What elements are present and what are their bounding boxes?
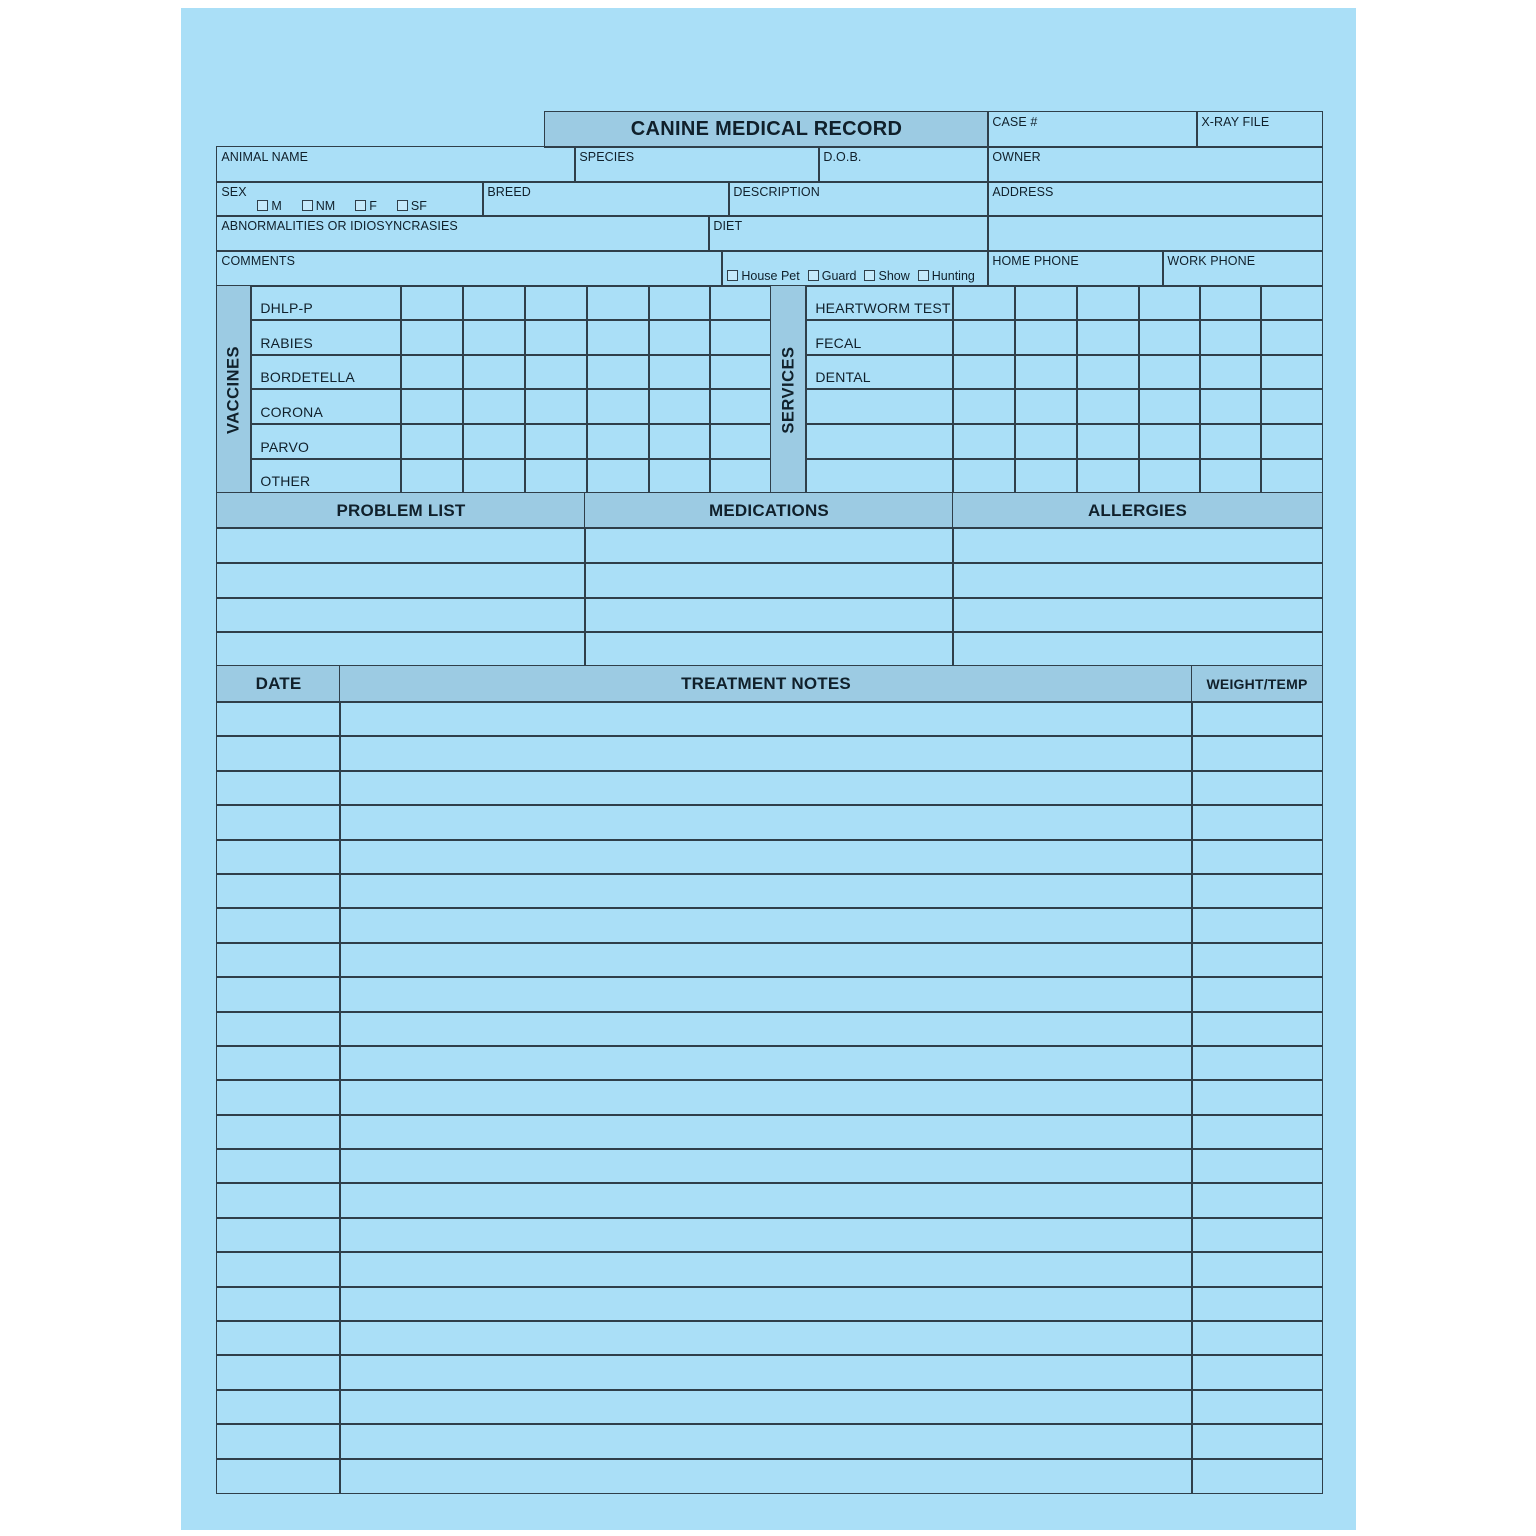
treatment-notes-header-label: TREATMENT NOTES bbox=[681, 674, 851, 693]
service-date-cell[interactable] bbox=[1076, 319, 1139, 355]
sex-option bbox=[302, 199, 335, 213]
vaccine-row-label-cell bbox=[250, 354, 401, 389]
owner-field[interactable] bbox=[987, 146, 1322, 182]
weight-temp-cell[interactable] bbox=[1191, 1148, 1322, 1183]
address-label: ADDRESS bbox=[992, 185, 1054, 200]
sex-option-label: NM bbox=[315, 198, 336, 213]
treatment-notes-cell[interactable] bbox=[339, 873, 1192, 908]
vaccine-name: PARVO bbox=[260, 438, 310, 455]
vaccine-date-cell[interactable] bbox=[524, 458, 587, 493]
service-date-cell[interactable] bbox=[1199, 388, 1261, 424]
treatment-notes-cell[interactable] bbox=[339, 770, 1192, 805]
vaccine-date-cell[interactable] bbox=[709, 458, 771, 493]
treatment-date-cell[interactable] bbox=[216, 1320, 340, 1355]
vaccine-date-cell[interactable] bbox=[400, 319, 463, 355]
vaccine-row-label-cell bbox=[250, 423, 401, 459]
treatment-notes-cell[interactable] bbox=[339, 1079, 1192, 1115]
vaccine-date-cell[interactable] bbox=[709, 354, 771, 389]
service-date-cell[interactable] bbox=[1138, 319, 1200, 355]
treatment-notes-cell[interactable] bbox=[339, 1148, 1192, 1183]
weight-temp-header-label: WEIGHT/TEMP bbox=[1206, 676, 1308, 692]
xray-file-field[interactable] bbox=[1196, 111, 1322, 147]
service-date-cell[interactable] bbox=[1076, 285, 1139, 320]
weight-temp-cell[interactable] bbox=[1191, 839, 1322, 874]
sex-checkbox[interactable] bbox=[302, 200, 313, 211]
vaccine-date-cell[interactable] bbox=[400, 458, 463, 493]
service-date-cell[interactable] bbox=[1199, 319, 1261, 355]
vaccine-row-label-cell bbox=[250, 319, 401, 355]
medications-header bbox=[584, 492, 953, 528]
treatment-notes-cell[interactable] bbox=[339, 1045, 1192, 1080]
service-date-cell[interactable] bbox=[1076, 354, 1139, 389]
treatment-notes-cell[interactable] bbox=[339, 735, 1192, 771]
sex-label: SEX bbox=[221, 185, 247, 200]
sex-option-label: F bbox=[369, 198, 377, 213]
vaccine-date-cell[interactable] bbox=[524, 285, 587, 320]
pet-use-checkbox[interactable] bbox=[918, 270, 929, 281]
vaccine-row-label-cell bbox=[250, 388, 401, 424]
weight-temp-cell[interactable] bbox=[1191, 1354, 1322, 1390]
service-date-cell[interactable] bbox=[1014, 354, 1077, 389]
vaccine-date-cell[interactable] bbox=[709, 388, 771, 424]
treatment-date-cell[interactable] bbox=[216, 1458, 340, 1493]
weight-temp-cell[interactable] bbox=[1191, 804, 1322, 840]
treatment-notes-cell[interactable] bbox=[339, 1423, 1192, 1459]
treatment-date-cell[interactable] bbox=[216, 804, 340, 840]
sex-option-label: SF bbox=[410, 198, 427, 213]
breed-field[interactable] bbox=[482, 181, 729, 216]
sex-checkbox[interactable] bbox=[355, 200, 366, 211]
weight-temp-cell[interactable] bbox=[1191, 1182, 1322, 1218]
sex-checkbox[interactable] bbox=[397, 200, 408, 211]
sex-option bbox=[397, 199, 427, 213]
treatment-date-cell[interactable] bbox=[216, 1182, 340, 1218]
treatment-notes-cell[interactable] bbox=[339, 976, 1192, 1012]
treatment-notes-cell[interactable] bbox=[339, 804, 1192, 840]
weight-temp-cell[interactable] bbox=[1191, 1320, 1322, 1355]
home-phone-label: HOME PHONE bbox=[992, 254, 1079, 269]
weight-temp-header bbox=[1191, 665, 1322, 702]
pet-use-option bbox=[864, 269, 909, 283]
treatment-notes-cell[interactable] bbox=[339, 839, 1192, 874]
weight-temp-cell[interactable] bbox=[1191, 1458, 1322, 1493]
treatment-notes-cell[interactable] bbox=[339, 942, 1192, 977]
weight-temp-cell[interactable] bbox=[1191, 770, 1322, 805]
service-date-cell[interactable] bbox=[1014, 319, 1077, 355]
vaccine-date-cell[interactable] bbox=[709, 319, 771, 355]
vaccine-date-cell[interactable] bbox=[586, 319, 649, 355]
work-phone-label: WORK PHONE bbox=[1167, 254, 1256, 269]
treatment-date-cell[interactable] bbox=[216, 1148, 340, 1183]
treatment-date-cell[interactable] bbox=[216, 1423, 340, 1459]
sex-checkbox[interactable] bbox=[257, 200, 268, 211]
pet-use-option-label: House Pet bbox=[741, 268, 800, 283]
vaccine-date-cell[interactable] bbox=[648, 354, 710, 389]
weight-temp-cell[interactable] bbox=[1191, 1045, 1322, 1080]
treatment-date-cell[interactable] bbox=[216, 907, 340, 943]
allergies-header bbox=[952, 492, 1322, 528]
treatment-notes-cell[interactable] bbox=[339, 1320, 1192, 1355]
treatment-notes-cell[interactable] bbox=[339, 907, 1192, 943]
service-date-cell[interactable] bbox=[1199, 423, 1261, 459]
allergies-entry[interactable] bbox=[952, 597, 1322, 632]
form-title-cell bbox=[544, 111, 988, 147]
abnormalities-field[interactable] bbox=[216, 215, 709, 251]
vaccine-date-cell[interactable] bbox=[400, 354, 463, 389]
weight-temp-cell[interactable] bbox=[1191, 976, 1322, 1012]
service-date-cell[interactable] bbox=[1138, 354, 1200, 389]
weight-temp-cell[interactable] bbox=[1191, 1079, 1322, 1115]
service-date-cell[interactable] bbox=[1014, 423, 1077, 459]
date-column-header bbox=[216, 665, 340, 702]
service-date-cell[interactable] bbox=[952, 388, 1015, 424]
service-row-label-cell[interactable] bbox=[805, 423, 953, 459]
problem-list-entry[interactable] bbox=[216, 631, 585, 666]
treatment-notes-cell[interactable] bbox=[339, 1286, 1192, 1321]
vaccine-date-cell[interactable] bbox=[524, 354, 587, 389]
diet-field[interactable] bbox=[708, 215, 988, 251]
weight-temp-cell[interactable] bbox=[1191, 1114, 1322, 1149]
service-row-label-cell[interactable] bbox=[805, 388, 953, 424]
vaccine-date-cell[interactable] bbox=[709, 423, 771, 459]
service-date-cell[interactable] bbox=[1014, 458, 1077, 493]
vaccine-date-cell[interactable] bbox=[648, 388, 710, 424]
treatment-date-cell[interactable] bbox=[216, 1389, 340, 1424]
treatment-notes-cell[interactable] bbox=[339, 1182, 1192, 1218]
description-label: DESCRIPTION bbox=[733, 185, 820, 200]
treatment-notes-cell[interactable] bbox=[339, 1354, 1192, 1390]
vaccine-date-cell[interactable] bbox=[462, 319, 525, 355]
service-date-cell[interactable] bbox=[1138, 458, 1200, 493]
form-title: CANINE MEDICAL RECORD bbox=[630, 118, 903, 140]
abnormalities-label: ABNORMALITIES OR IDIOSYNCRASIES bbox=[221, 219, 458, 234]
vaccine-date-cell[interactable] bbox=[648, 319, 710, 355]
service-date-cell[interactable] bbox=[952, 354, 1015, 389]
treatment-date-cell[interactable] bbox=[216, 1114, 340, 1149]
service-date-cell[interactable] bbox=[1199, 354, 1261, 389]
service-date-cell[interactable] bbox=[952, 285, 1015, 320]
treatment-date-cell[interactable] bbox=[216, 1079, 340, 1115]
service-date-cell[interactable] bbox=[1260, 423, 1322, 459]
pet-use-option-label: Guard bbox=[821, 268, 857, 283]
treatment-date-cell[interactable] bbox=[216, 976, 340, 1012]
allergies-entry[interactable] bbox=[952, 527, 1322, 563]
vaccine-date-cell[interactable] bbox=[524, 388, 587, 424]
service-name: DENTAL bbox=[815, 368, 871, 385]
treatment-date-cell[interactable] bbox=[216, 1045, 340, 1080]
weight-temp-cell[interactable] bbox=[1191, 873, 1322, 908]
weight-temp-cell[interactable] bbox=[1191, 735, 1322, 771]
service-date-cell[interactable] bbox=[952, 458, 1015, 493]
dob-label: D.O.B. bbox=[823, 150, 862, 165]
vaccine-row-label-cell bbox=[250, 285, 401, 320]
pet-use-option bbox=[727, 269, 799, 283]
comments-label: COMMENTS bbox=[221, 254, 296, 269]
vaccine-name: CORONA bbox=[260, 403, 324, 420]
treatment-notes-cell[interactable] bbox=[339, 1389, 1192, 1424]
problem-list-entry[interactable] bbox=[216, 562, 585, 598]
address-line-2-field[interactable] bbox=[987, 215, 1322, 251]
record-sheet bbox=[181, 8, 1356, 1530]
treatment-date-cell[interactable] bbox=[216, 942, 340, 977]
pet-use-checkbox[interactable] bbox=[808, 270, 819, 281]
species-field[interactable] bbox=[574, 146, 819, 182]
vaccine-date-cell[interactable] bbox=[586, 458, 649, 493]
weight-temp-cell[interactable] bbox=[1191, 907, 1322, 943]
weight-temp-cell[interactable] bbox=[1191, 1011, 1322, 1046]
treatment-notes-cell[interactable] bbox=[339, 1251, 1192, 1287]
problem-list-entry[interactable] bbox=[216, 527, 585, 563]
service-name: HEARTWORM TEST bbox=[815, 299, 951, 316]
description-field[interactable] bbox=[728, 181, 988, 216]
vaccine-name: DHLP-P bbox=[260, 299, 313, 316]
treatment-notes-cell[interactable] bbox=[339, 1217, 1192, 1252]
service-row-label-cell[interactable] bbox=[805, 354, 953, 389]
vaccine-date-cell[interactable] bbox=[709, 285, 771, 320]
treatment-date-cell[interactable] bbox=[216, 1251, 340, 1287]
service-date-cell[interactable] bbox=[952, 319, 1015, 355]
treatment-date-cell[interactable] bbox=[216, 1011, 340, 1046]
treatment-date-cell[interactable] bbox=[216, 873, 340, 908]
vaccines-title: VACCINES bbox=[224, 345, 243, 434]
weight-temp-cell[interactable] bbox=[1191, 1389, 1322, 1424]
services-header bbox=[770, 285, 806, 493]
weight-temp-cell[interactable] bbox=[1191, 1286, 1322, 1321]
treatment-notes-header bbox=[339, 665, 1192, 702]
sex-option bbox=[257, 199, 281, 213]
vaccine-date-cell[interactable] bbox=[400, 285, 463, 320]
treatment-date-cell[interactable] bbox=[216, 1217, 340, 1252]
pet-use-option bbox=[918, 269, 975, 283]
weight-temp-cell[interactable] bbox=[1191, 701, 1322, 736]
weight-temp-cell[interactable] bbox=[1191, 942, 1322, 977]
treatment-date-cell[interactable] bbox=[216, 1286, 340, 1321]
service-date-cell[interactable] bbox=[1260, 319, 1322, 355]
service-date-cell[interactable] bbox=[1076, 423, 1139, 459]
case-number-label: CASE # bbox=[992, 115, 1038, 130]
vaccine-date-cell[interactable] bbox=[462, 285, 525, 320]
vaccine-date-cell[interactable] bbox=[648, 285, 710, 320]
weight-temp-cell[interactable] bbox=[1191, 1423, 1322, 1459]
medications-entry[interactable] bbox=[584, 527, 953, 563]
vaccine-date-cell[interactable] bbox=[524, 423, 587, 459]
pet-use-option bbox=[808, 269, 857, 283]
service-date-cell[interactable] bbox=[1076, 458, 1139, 493]
treatment-date-cell[interactable] bbox=[216, 1354, 340, 1390]
pet-use-checkbox[interactable] bbox=[864, 270, 875, 281]
diet-label: DIET bbox=[713, 219, 743, 234]
pet-use-option-label: Hunting bbox=[931, 268, 975, 283]
pet-use-option-label: Show bbox=[878, 268, 910, 283]
service-row-label-cell[interactable] bbox=[805, 458, 953, 493]
service-date-cell[interactable] bbox=[1138, 423, 1200, 459]
service-date-cell[interactable] bbox=[952, 423, 1015, 459]
vaccine-date-cell[interactable] bbox=[400, 388, 463, 424]
service-date-cell[interactable] bbox=[1138, 388, 1200, 424]
vaccine-date-cell[interactable] bbox=[462, 423, 525, 459]
pet-use-checkbox[interactable] bbox=[727, 270, 738, 281]
pet-use-field bbox=[721, 250, 988, 286]
vaccines-header bbox=[216, 285, 251, 493]
treatment-notes-cell[interactable] bbox=[339, 1458, 1192, 1493]
species-label: SPECIES bbox=[579, 150, 635, 165]
service-date-cell[interactable] bbox=[1014, 285, 1077, 320]
dob-field[interactable] bbox=[818, 146, 988, 182]
vaccine-date-cell[interactable] bbox=[462, 388, 525, 424]
weight-temp-cell[interactable] bbox=[1191, 1217, 1322, 1252]
allergies-title: ALLERGIES bbox=[1087, 500, 1188, 520]
treatment-notes-cell[interactable] bbox=[339, 1114, 1192, 1149]
vaccine-date-cell[interactable] bbox=[648, 423, 710, 459]
treatment-notes-cell[interactable] bbox=[339, 701, 1192, 736]
pet-use-options bbox=[727, 269, 975, 283]
vaccine-date-cell[interactable] bbox=[586, 388, 649, 424]
service-row-label-cell[interactable] bbox=[805, 319, 953, 355]
medications-entry[interactable] bbox=[584, 631, 953, 666]
vaccine-name: RABIES bbox=[260, 334, 313, 351]
service-date-cell[interactable] bbox=[1199, 458, 1261, 493]
comments-field[interactable] bbox=[216, 250, 722, 286]
vaccine-date-cell[interactable] bbox=[400, 423, 463, 459]
breed-label: BREED bbox=[487, 185, 531, 200]
vaccine-date-cell[interactable] bbox=[524, 319, 587, 355]
service-date-cell[interactable] bbox=[1260, 388, 1322, 424]
treatment-notes-cell[interactable] bbox=[339, 1011, 1192, 1046]
vaccine-date-cell[interactable] bbox=[648, 458, 710, 493]
sex-options bbox=[257, 199, 427, 213]
service-date-cell[interactable] bbox=[1076, 388, 1139, 424]
vaccine-date-cell[interactable] bbox=[586, 354, 649, 389]
work-phone-field[interactable] bbox=[1162, 250, 1322, 286]
medications-entry[interactable] bbox=[584, 597, 953, 632]
address-field[interactable] bbox=[987, 181, 1322, 216]
allergies-entry[interactable] bbox=[952, 562, 1322, 598]
sex-field[interactable] bbox=[216, 181, 483, 216]
sex-option-label: M bbox=[271, 198, 282, 213]
vaccine-date-cell[interactable] bbox=[462, 458, 525, 493]
weight-temp-cell[interactable] bbox=[1191, 1251, 1322, 1287]
vaccine-date-cell[interactable] bbox=[462, 354, 525, 389]
treatment-date-cell[interactable] bbox=[216, 770, 340, 805]
vaccine-name: BORDETELLA bbox=[260, 368, 355, 385]
allergies-entry[interactable] bbox=[952, 631, 1322, 666]
xray-file-label: X-RAY FILE bbox=[1201, 115, 1270, 130]
problem-list-header bbox=[216, 492, 585, 528]
case-number-field[interactable] bbox=[987, 111, 1197, 147]
date-header-label: DATE bbox=[255, 674, 302, 693]
service-date-cell[interactable] bbox=[1260, 458, 1322, 493]
treatment-date-cell[interactable] bbox=[216, 839, 340, 874]
problem-list-entry[interactable] bbox=[216, 597, 585, 632]
vaccine-date-cell[interactable] bbox=[586, 423, 649, 459]
vaccine-date-cell[interactable] bbox=[586, 285, 649, 320]
service-date-cell[interactable] bbox=[1138, 285, 1200, 320]
animal-name-label: ANIMAL NAME bbox=[221, 150, 309, 165]
treatment-date-cell[interactable] bbox=[216, 701, 340, 736]
problem-list-title: PROBLEM LIST bbox=[336, 500, 466, 520]
service-row-label-cell[interactable] bbox=[805, 285, 953, 320]
services-title: SERVICES bbox=[779, 345, 797, 434]
service-date-cell[interactable] bbox=[1014, 388, 1077, 424]
medications-entry[interactable] bbox=[584, 562, 953, 598]
home-phone-field[interactable] bbox=[987, 250, 1163, 286]
vaccine-row-label-cell bbox=[250, 458, 401, 493]
service-name: FECAL bbox=[815, 334, 862, 351]
service-date-cell[interactable] bbox=[1260, 354, 1322, 389]
treatment-date-cell[interactable] bbox=[216, 735, 340, 771]
owner-label: OWNER bbox=[992, 150, 1041, 165]
service-date-cell[interactable] bbox=[1199, 285, 1261, 320]
sex-option bbox=[355, 199, 377, 213]
medications-title: MEDICATIONS bbox=[709, 500, 829, 520]
service-date-cell[interactable] bbox=[1260, 285, 1322, 320]
animal-name-field[interactable] bbox=[216, 146, 575, 182]
vaccine-name: OTHER bbox=[260, 472, 311, 489]
